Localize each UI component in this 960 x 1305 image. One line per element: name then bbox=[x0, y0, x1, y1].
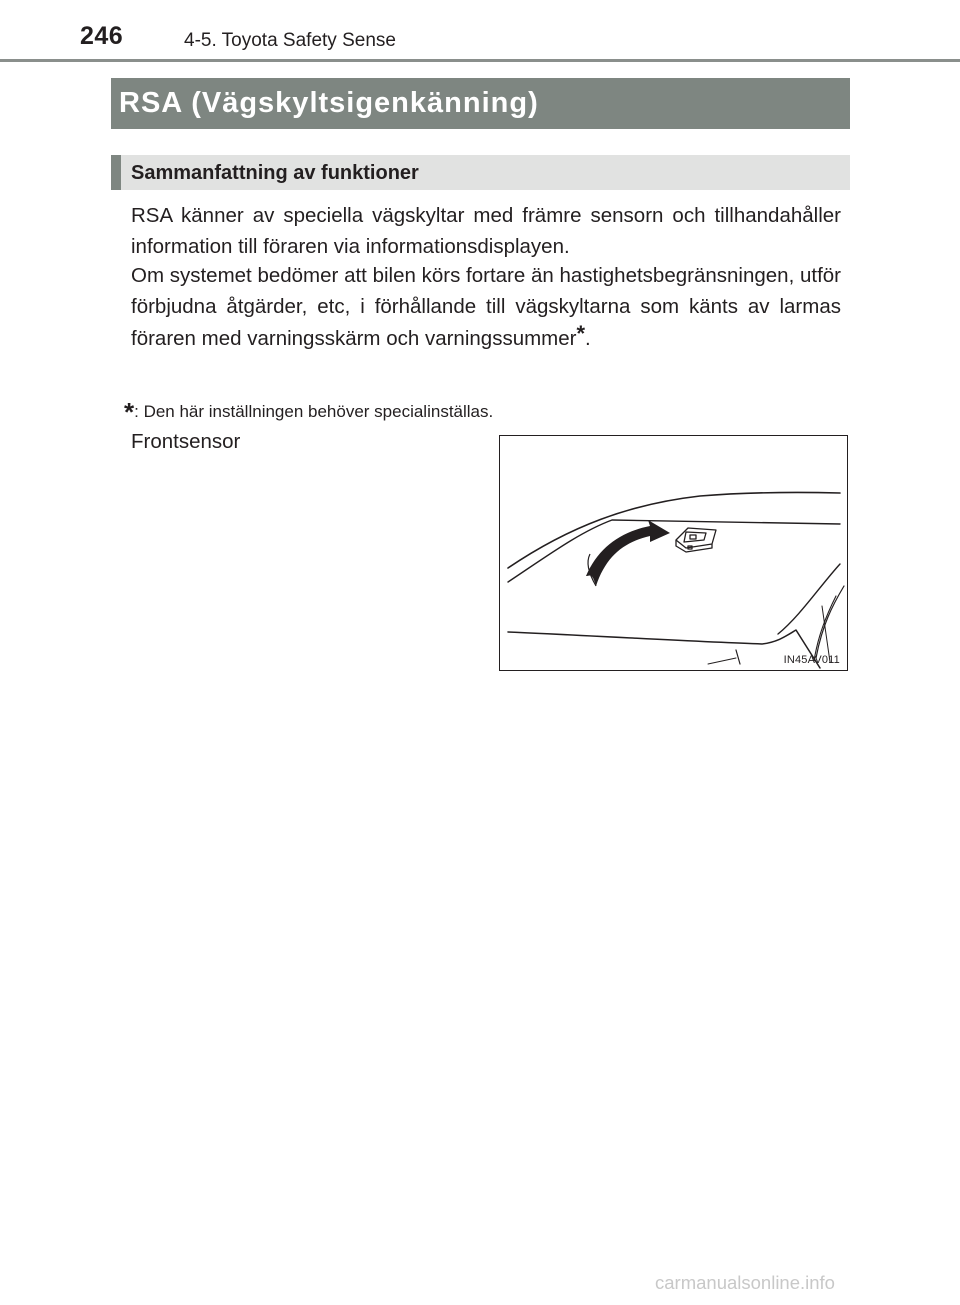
curved-arrow-icon bbox=[586, 520, 670, 586]
page-number: 246 bbox=[80, 22, 124, 50]
paragraph-2-text: Om systemet bedömer att bilen körs fortare än hastighetsbegränsningen, utför förbjudna åtgärder, etc, i förhållande till vägskyltarna som känts av larmas föraren med varningsskärm och varningssummer bbox=[131, 264, 841, 350]
figure-label: Frontsensor bbox=[131, 430, 241, 453]
figure-code: IN45AV011 bbox=[783, 654, 840, 666]
section-title: RSA (Vägskyltsigenkänning) bbox=[119, 87, 539, 119]
header-rule bbox=[0, 59, 960, 62]
section-banner bbox=[111, 78, 850, 129]
subsection-banner bbox=[111, 155, 850, 190]
figure bbox=[499, 435, 848, 671]
front-sensor-icon bbox=[676, 528, 716, 552]
windshield-front-sensor-illustration bbox=[500, 436, 847, 670]
paragraph-2 bbox=[131, 260, 841, 354]
paragraph-2-end: . bbox=[585, 327, 591, 350]
subsection-title: Sammanfattning av funktioner bbox=[131, 162, 419, 184]
paragraph-1: RSA känner av speciella vägskyltar med främre sensorn och tillhandahåller information till föraren via informationsdisplayen. bbox=[131, 204, 841, 258]
subsection-accent-bar bbox=[111, 155, 121, 190]
footnote bbox=[124, 393, 494, 427]
footnote-text: : Den här inställningen behöver specialinställas. bbox=[134, 402, 494, 421]
footer-watermark: carmanualsonline.info bbox=[655, 1272, 835, 1293]
footnote-marker: * bbox=[576, 321, 586, 346]
footnote-star: * bbox=[124, 397, 135, 427]
chapter-title: 4-5. Toyota Safety Sense bbox=[184, 30, 396, 51]
